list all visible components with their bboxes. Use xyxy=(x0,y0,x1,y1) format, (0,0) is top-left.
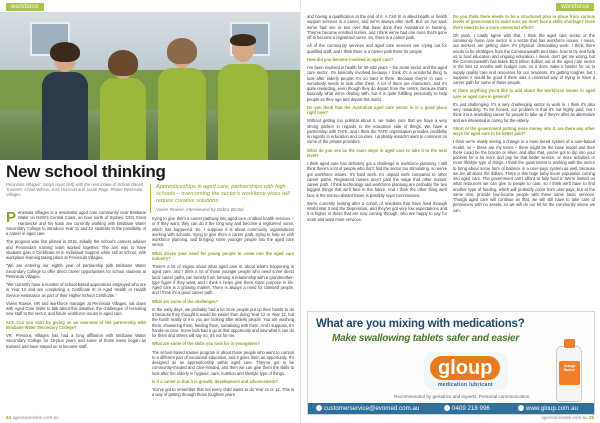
article-column-2 xyxy=(152,216,294,410)
gloup-logo: gloup xyxy=(430,356,500,380)
standfirst-text: Apprenticeships in aged care, partnerships with high schools – overcoming the sector's workforce woes will require creative solutions. xyxy=(156,184,290,204)
bottle-cap xyxy=(564,339,575,348)
right-page xyxy=(300,0,600,423)
interview-question: What drives your need for young people to come into the aged care industry? xyxy=(152,250,294,261)
interview-answer: In the early days, we probably had a lot more people put up their hands to do it because they thought it would be easier than doing Year 12 or Year 12, but the harsh reality of it is you are looking after elderly people. You are washing them, showering them, feeding them, socialising with them. And I suppose, it's hands-on care. Some kids had a go at that opportunity and saw what it can do for them and others will say no, it's not for me. xyxy=(152,306,294,338)
interview-answer: VR: Previous Villages has had a long affiliation with Brisbane Water Secondary College for 15-plus years and some of those teens began as trainees and have stayed on to become staff. xyxy=(6,333,146,349)
interview-answer: I've been involved in health for 40-odd years – the acute sector and the aged care sector. I'm basically involved because I think it's a wonderful thing to look after elderly people. It's so hard in there. Because they're in care – somebody needs to look after them. A lot of them are characters, and it's quite rewarding, even though they do depart from the centre, because that's basically what we're dealing with, but it is quite fulfilling personally to help people as they age and depart this world. xyxy=(307,65,447,102)
interview-answer: I think we're slowly seeing a change in a more tiered system of a care-based model, so – these are my terms – there might be the base model and then there could be the bronze or silver, and after that, you've got to dip into your pockets for a bit more and pay for that better service, or more activities or more lifestyle type of things. I think the government is working with the sector to bring about some form of balance in a user-pays system as well, because we are all about the dollars. There is this huge baby boom population coming into aged care. The government can't afford to fully fund it. We're limited on what resources we can give to people to care, so I think we'll have to find another type of funding, which will probably come from user-pays, but at the same time, provide low-income people with these same basic services. Though aged care will continue as that, we will still have to take care of pensioners with no assets, so we will do our bit for the community where we can. xyxy=(453,139,595,213)
person-2-hair xyxy=(108,50,138,76)
paragraph: All of the community services and aged care services are crying out for qualified staff, and I think there is a career path there for people. xyxy=(307,43,447,54)
interview-question: Short of the government putting more money into it, are there any other ways for aged care to be better paid? xyxy=(453,125,595,136)
interview-question: ACI: Can you start by giving us an overview of the partnership with Brisbane Water Secondary College? xyxy=(6,319,146,330)
person-4 xyxy=(218,64,268,168)
phone-icon xyxy=(444,405,450,411)
ad-title: What are you mixing with medications? xyxy=(316,318,525,330)
interview-answer: The school-based trainee program is about those people who want to commit to a different part of vocational education, and it gives them an opportunity. It's designed as an apprenticeship within aged care. They've got to be community-minded and care-minded, and then we can give them the skills to look after the elderly in hygiene, care, nutrition and lifestyle type of things. xyxy=(152,349,294,376)
person-4-hair xyxy=(230,34,256,46)
interview-question: Do you think there needs to be a structured plan in place from various levels of government to make sure we don't face a skills shortage? Does there need to be a more concerted effort? xyxy=(453,14,595,30)
ad-email-link[interactable]: customerservice@evomed.com.au xyxy=(316,403,419,414)
paragraph: "We are entering our eighth year of partnership with Brisbane Water Secondary College to offer direct career opportunities for school students at Peninsula Villages. xyxy=(6,263,146,279)
section-tab: workforce xyxy=(6,3,44,11)
person-1 xyxy=(42,72,88,168)
headline-band xyxy=(0,160,300,182)
ad-web-link[interactable]: www.gloup.com.au xyxy=(518,403,578,414)
interview-question: What do you see as the main steps in aged care to take it to the next level? xyxy=(307,147,447,158)
page-footer xyxy=(6,415,59,420)
interview-answer: I think aged care has definitely got a challenge in workforce planning. I still think there's a lot of people who don't find the sector too stimulating, so we've got workforce issues. It's hard work. It's unpaid work compared to other career paths. Registered nurses aren't paid the wage that other nurses' career path. I think technology and workforce planning are probably the two biggest things that we'll face in the future. And I think the other thing we'll face is the not-too-distant future is possibly royal commissions. xyxy=(307,161,447,198)
paragraph: Vivien Rowse, HR and workforce manager at Peninsula Villages, sat down with Aged Care Insite to talk about this initiative, the challenges of recruiting new staff to the sector, and future workforce issues in aged care. xyxy=(6,300,146,317)
article-column-4 xyxy=(453,14,595,308)
interview-answer: You've got to remember that not every child wants to do Year 11 or 12. This is a way of getting through those toughest years xyxy=(152,387,294,398)
article-column-3 xyxy=(307,14,447,308)
person-3-hair xyxy=(167,38,197,64)
interview-question: Do you think that the Australian aged care sector is in a good place right now? xyxy=(307,104,447,115)
section-tab: workforce xyxy=(556,3,594,11)
paragraph: and having a qualification at the end of it. A Cert III in allied health or health support services is a career, and we're always after staff. But, as I've said, we've had one or two over that have done their Assistance in Nursing. They've become enrolled nurses, and I think we've had one more that's gone off to become a registered nurse. So, there is a career path. xyxy=(307,14,447,40)
interview-answer: There's a lot of stigma about what aged care is, about what's happening in aged care, and I think a lot of those younger people who need some direct local career paths can benefit from forming a relationship with a grandmother-type figure if they want, and I think it helps give them some purpose in life. Aged care is a growing market. There is always a need for talented people, and I think it's a good career path. xyxy=(152,264,294,296)
byline: Vivien Rowse, interviewed by Debra Bristol xyxy=(156,207,244,212)
paragraph: The program was first piloted in 2016. Initially the school's careers adviser and Peninsula's training team worked together. The aim was to have students gain a Certificate III in Individual Support while still at school, with workplace learning taking place at Peninsula Villages. xyxy=(6,239,146,260)
page-title: New school thinking xyxy=(6,162,166,181)
paragraph: trying to give them a career pathway into aged care or allied health services – or if they want, they can do it the long way and become a registered nurse, which has happened. So, I suppose it is about community organisations working with schools, trying to give them a career path, trying to help us with workforce planning, and bringing some younger people into the aged care sector. xyxy=(152,216,294,248)
brand-tagline: medication lubricant xyxy=(438,382,493,388)
interview-answer: Oh yeah. I totally agree with that. I think the aged care sector or the community home care sector is a sector that has workforce issues. I mean, our workers are getting older. It's physical, demanding work. I think there needs to be strategies from the Commonwealth and state, how to try and help us to fund education and ongoing education. I mean, don't get me wrong, but the Commonwealth has taken $1.9 billion dollars out of the aged care sector in the last 12 months with budget cuts, so it does make it harder for us to supply quality care and resources for our residents. It's getting tougher, but I suppose it would be good if there was a universal way of trying to have a career path for some of these people. xyxy=(453,32,595,85)
ad-subtitle: Make swallowing tablets safer and easier xyxy=(332,333,520,344)
ad-disclaimer: Recommended by geriatrics and experts. Personal communication. xyxy=(394,394,531,399)
drop-cap: P xyxy=(6,210,17,226)
person-2 xyxy=(100,78,146,168)
interview-question: What are some of the skills you look for in youngsters? xyxy=(152,341,260,347)
globe-icon xyxy=(518,405,524,411)
interview-question: Is there anything you'd like to add about the workforce issues in aged care or aged care in general? xyxy=(453,88,595,99)
interview-answer: Without getting too political about it, we make sure that we have a very strong partner in regards to the education side of things. We have a partnership with TAFE, and I think the TAFE organisation provides credibility in regards to education and courses. I probably wouldn't want to comment on some of the private providers. xyxy=(307,118,447,145)
photo-caption: Peninsula Villages' Jaclyn Haas (left) with the next intake of School Based Trainees: Chloe Wilson, Jess Harrison and Jacob Page. Photo: Peninsula Villages xyxy=(6,182,144,198)
ad-phone-link[interactable]: 0409 218 996 xyxy=(444,403,490,414)
interview-question: What are some of the challenges? xyxy=(152,298,219,304)
article-column-1 xyxy=(6,210,146,410)
feature-photo xyxy=(0,12,300,168)
page-number: 25 xyxy=(588,415,594,420)
person-1-hair xyxy=(50,42,80,62)
email-icon xyxy=(316,405,322,411)
page-number: 24 xyxy=(6,415,12,420)
footer-site: agedcareinsite.com.au xyxy=(12,415,59,420)
product-bottle-icon xyxy=(556,346,582,402)
page-footer xyxy=(541,415,594,420)
interview-answer: It's just challenging. It's a very challenging sector to work in. I think it's also very rewarding. To be honest, our problem is that it's not highly paid, but I think it is a rewarding career for people to take up if they're after an alternative and are interested in caring for the elderly. xyxy=(453,101,595,123)
person-3 xyxy=(158,68,206,168)
interview-question: How did you become involved in aged care? xyxy=(307,56,394,62)
ad-contact-bar xyxy=(308,403,595,414)
bottle-label: Orange flavour xyxy=(559,361,580,385)
footer-site: agedcareinsite.com.au xyxy=(541,415,588,420)
paragraph: "We currently have a number of school-based apprentices employed who are in Year 12 and are completing a Certificate III in Aged Health or Health Service Assistance as part of their Higher School Certificate." xyxy=(6,282,146,298)
paragraph: Peninsula Villages is a residential aged care community near Brisbane Water on NSW's Central Coast, an hour north of Sydney. CEO Grant Hardwicke and his team are currently working with Brisbane Water Secondary College to introduce Year 11 and 12 students to the possibility of a career in aged care. xyxy=(6,210,146,236)
gloup-advertisement[interactable] xyxy=(307,311,595,415)
interview-question: Is it a career in that it is growth, development and advancement? xyxy=(152,378,279,384)
interview-answer: We're currently looking after a cohort of residents that have lived through World War II and the Depression, and they've got very low expectations and it is higher in those that are now coming through, who are happy to pay for more and want more services. xyxy=(307,200,447,222)
standfirst xyxy=(150,184,294,213)
